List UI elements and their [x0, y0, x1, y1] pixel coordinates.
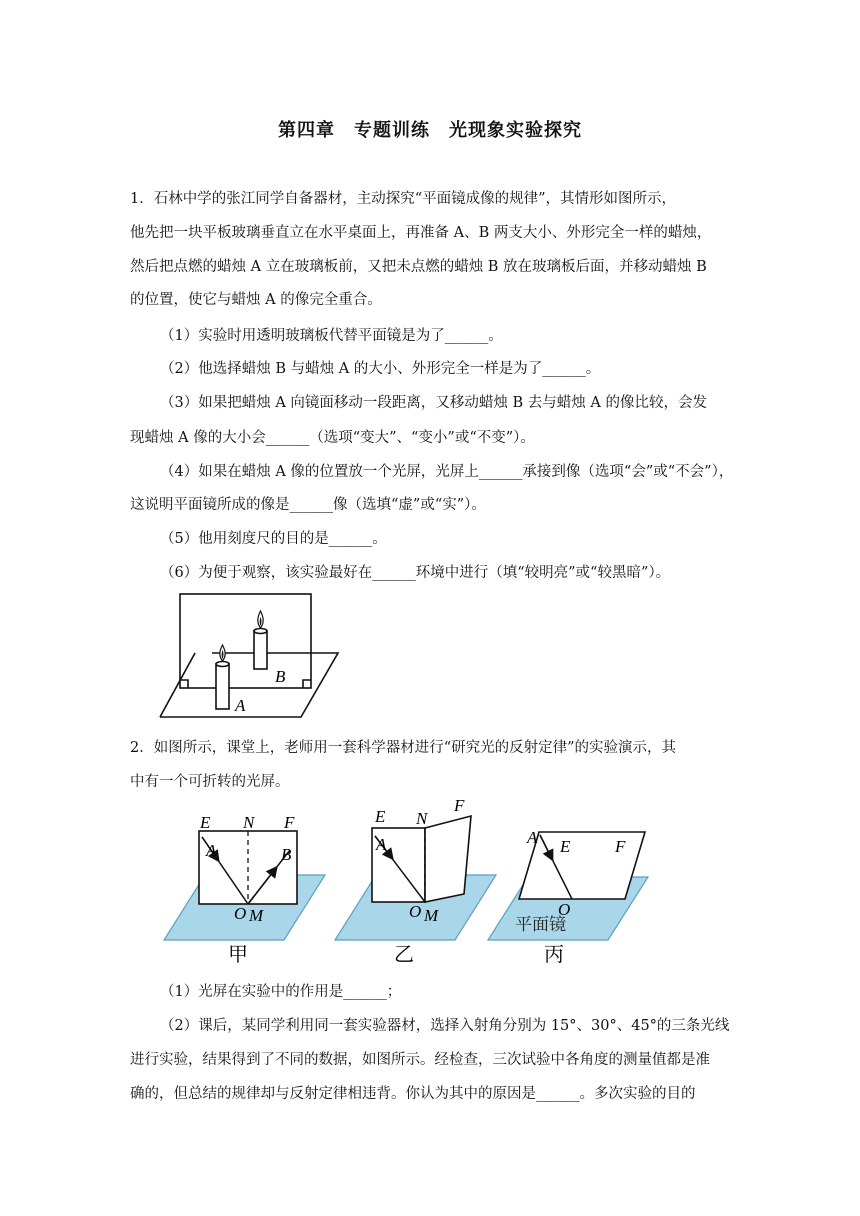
q2-line: 2．如图所示，课堂上，老师用一套科学器材进行“研究光的反射定律”的实验演示，其: [130, 740, 677, 756]
svg-text:M: M: [249, 906, 264, 925]
light-screen-right: [425, 816, 471, 902]
q2-subquestion: （1）光屏在实验中的作用是______；: [160, 984, 402, 1000]
figure-bing: [488, 828, 648, 966]
svg-text:F: F: [284, 813, 295, 832]
q1-subquestion-cont: 这说明平面镜所成的像是______像（选填“虚”或“实”）。: [130, 497, 486, 513]
q1-line: 1．石林中学的张江同学自备器材，主动探究“平面镜成像的规律”，其情形如图所示，: [130, 191, 677, 207]
caption-yi: 乙: [394, 944, 414, 966]
caption-bing: 丙: [544, 944, 564, 966]
figure-jia: [164, 813, 325, 966]
svg-text:N: N: [243, 813, 255, 832]
reflection-figure: [160, 795, 660, 970]
q1-subquestion-cont: 现蜡烛 A 像的大小会______（选项“变大”、“变小”或“不变”）。: [130, 430, 535, 446]
svg-text:E: E: [200, 813, 211, 832]
svg-text:F: F: [615, 837, 626, 856]
q1-subquestion: （3）如果把蜡烛 A 向镜面移动一段距离，又移动蜡烛 B 去与蜡烛 A 的像比较，会发: [160, 395, 707, 411]
svg-text:A: A: [376, 835, 387, 854]
q2-subquestion: （2）课后，某同学利用同一套实验器材，选择入射角分别为 15°、30°、45°的三条光线: [160, 1018, 730, 1034]
page-title: 第四章 专题训练 光现象实验探究: [278, 120, 582, 141]
candle-b: [254, 631, 267, 669]
svg-text:F: F: [454, 796, 465, 815]
mirror-label: 平面镜: [515, 915, 566, 934]
candle-mirror-figure: [155, 588, 345, 723]
q1-subquestion: （6）为便于观察，该实验最好在______环境中进行（填“较明亮”或“较黑暗”）。: [160, 565, 671, 581]
tilted-screen: [519, 832, 645, 899]
svg-text:E: E: [375, 807, 386, 826]
q1-subquestion: （2）他选择蜡烛 B 与蜡烛 A 的大小、外形完全一样是为了______。: [160, 361, 601, 377]
q2-line: 中有一个可折转的光屏。: [130, 774, 290, 790]
svg-text:A: A: [206, 841, 217, 860]
caption-jia: 甲: [228, 944, 248, 966]
svg-text:O: O: [558, 900, 571, 919]
candle-a: [216, 664, 229, 709]
svg-text:M: M: [424, 906, 439, 925]
q2-subquestion-cont: 确的，但总结的规律却与反射定律相违背。你认为其中的原因是______。多次实验的目的: [130, 1086, 696, 1102]
q1-subquestion: （1）实验时用透明玻璃板代替平面镜是为了______。: [160, 328, 503, 344]
svg-text:N: N: [416, 809, 428, 828]
label-b: B: [275, 667, 286, 686]
q1-line: 他先把一块平板玻璃垂直立在水平桌面上，再准备 A、B 两支大小、外形完全一样的蜡烛，: [130, 225, 712, 241]
svg-text:O: O: [409, 902, 422, 921]
label-a: A: [235, 696, 246, 715]
q1-line: 然后把点燃的蜡烛 A 立在玻璃板前，又把未点燃的蜡烛 B 放在玻璃板后面，并移动蜡烛 B: [130, 259, 707, 275]
q1-line: 的位置，使它与蜡烛 A 的像完全重合。: [130, 292, 382, 308]
svg-text:A: A: [527, 828, 538, 847]
figure-yi: [335, 796, 496, 966]
glass-plate: [180, 594, 311, 688]
q1-subquestion: （5）他用刻度尺的目的是______。: [160, 531, 387, 547]
svg-text:O: O: [234, 904, 247, 923]
q1-subquestion: （4）如果在蜡烛 A 像的位置放一个光屏，光屏上______承接到像（选项“会”或“不会”），: [160, 464, 734, 480]
q2-subquestion-cont: 进行实验，结果得到了不同的数据，如图所示。经检查，三次试验中各角度的测量值都是准: [130, 1052, 710, 1068]
svg-text:B: B: [281, 845, 292, 864]
svg-text:E: E: [560, 837, 571, 856]
